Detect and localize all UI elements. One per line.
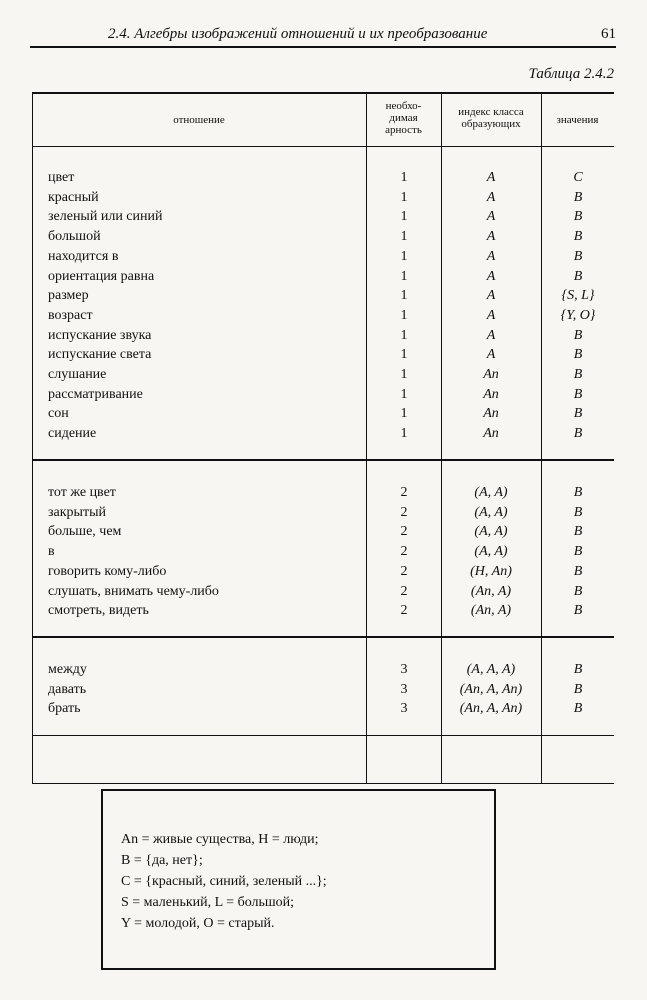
relation-cell: больше, чем: [48, 524, 122, 540]
index-header-line: индекс класса: [458, 106, 524, 118]
index-cell: A: [486, 209, 496, 225]
arity-cell: 1: [400, 426, 408, 442]
values-cell: B: [573, 426, 583, 442]
column-header-arity: [366, 100, 441, 136]
values-cell: B: [573, 662, 583, 677]
arity-cell: 3: [400, 681, 408, 697]
relation-cell: сон: [48, 406, 69, 422]
page-header: [30, 26, 616, 48]
arity-header-line: необхо-: [385, 100, 422, 112]
values-cell: B: [573, 504, 583, 520]
index-cell: An: [483, 426, 499, 442]
index-cell: A: [486, 307, 496, 323]
values-cell: B: [573, 268, 583, 284]
header-rule: [30, 46, 616, 48]
relation-cell: сидение: [48, 426, 97, 442]
arity-cell: 2: [400, 583, 408, 599]
index-cell: (An, A, An): [459, 701, 523, 717]
legend-line: Y = молодой, O = старый.: [121, 916, 275, 931]
values-cell: B: [573, 485, 583, 500]
arity-cell: 1: [400, 288, 408, 304]
arity-cell: 2: [400, 504, 408, 520]
values-cell: B: [573, 681, 583, 697]
column-header-values: значения: [556, 114, 599, 126]
index-cell: A: [486, 170, 496, 185]
column-header-index: [441, 106, 541, 130]
index-cell: (A, A): [474, 524, 508, 540]
index-cell: A: [486, 189, 496, 205]
legend-box: [101, 789, 496, 970]
relation-cell: в: [48, 544, 55, 560]
values-cell: C: [573, 170, 583, 185]
running-title: 2.4. Алгебры изображений отношений и их преобразование: [108, 26, 488, 42]
arity-cell: 2: [400, 524, 408, 540]
index-cell: An: [483, 406, 499, 422]
legend-line: B = {да, нет};: [121, 853, 203, 868]
arity-cell: 1: [400, 386, 408, 402]
arity-cell: 2: [400, 485, 408, 500]
arity-header-line: арность: [385, 124, 422, 136]
index-cell: A: [486, 347, 496, 363]
arity-cell: 1: [400, 170, 408, 185]
arity-cell: 1: [400, 248, 408, 264]
relation-cell: возраст: [48, 307, 93, 323]
index-cell: An: [483, 367, 499, 382]
values-cell: B: [573, 603, 583, 619]
relation-cell: брать: [48, 701, 81, 717]
values-cell: B: [573, 229, 583, 245]
arity-cell: 1: [400, 229, 408, 245]
legend-line: An = живые существа, H = люди;: [121, 832, 319, 847]
relation-cell: слушание: [48, 367, 107, 382]
relation-cell: ориентация равна: [48, 268, 155, 284]
arity-cell: 1: [400, 189, 408, 205]
relation-cell: рассматривание: [48, 386, 143, 402]
index-cell: (An, A, An): [459, 681, 523, 697]
arity-cell: 2: [400, 603, 408, 619]
index-cell: (H, An): [470, 563, 512, 579]
relation-cell: испускание звука: [48, 327, 152, 343]
index-cell: A: [486, 248, 496, 264]
page-number: 61: [601, 26, 616, 42]
values-cell: B: [573, 701, 583, 717]
header-separator: [32, 146, 614, 147]
relation-cell: говорить кому-либо: [48, 563, 167, 579]
table-left-border: [32, 94, 33, 783]
relation-cell: красный: [48, 189, 99, 205]
values-cell: {Y, O}: [560, 307, 596, 323]
legend-line: S = маленький, L = большой;: [121, 895, 295, 910]
relation-cell: цвет: [48, 170, 75, 185]
relation-cell: зеленый или синий: [48, 209, 163, 225]
legend-line: C = {красный, синий, зеленый ...};: [121, 874, 327, 889]
index-cell: A: [486, 268, 496, 284]
index-cell: A: [486, 288, 496, 304]
relation-cell: испускание света: [48, 347, 152, 363]
values-cell: B: [573, 524, 583, 540]
arity-cell: 3: [400, 701, 408, 717]
group-separator: [32, 636, 614, 638]
relation-cell: слушать, внимать чему-либо: [48, 583, 219, 599]
index-cell: (A, A): [474, 544, 508, 560]
values-cell: B: [573, 347, 583, 363]
index-header-line: образующих: [461, 118, 521, 130]
relation-cell: между: [48, 662, 87, 677]
index-cell: A: [486, 229, 496, 245]
relation-cell: большой: [48, 229, 101, 245]
relation-cell: тот же цвет: [48, 485, 116, 500]
arity-cell: 3: [400, 662, 408, 677]
values-cell: {S, L}: [561, 288, 595, 304]
group-separator: [32, 735, 614, 736]
group-separator: [32, 459, 614, 461]
index-cell: An: [483, 386, 499, 402]
arity-cell: 2: [400, 544, 408, 560]
index-cell: A: [486, 327, 496, 343]
arity-cell: 1: [400, 347, 408, 363]
index-cell: (A, A): [474, 485, 508, 500]
table-caption: Таблица 2.4.2: [528, 66, 614, 82]
relation-cell: давать: [48, 681, 87, 697]
values-cell: B: [573, 327, 583, 343]
relation-cell: смотреть, видеть: [48, 603, 149, 619]
values-cell: B: [573, 209, 583, 225]
arity-cell: 1: [400, 268, 408, 284]
values-cell: B: [573, 248, 583, 264]
values-cell: B: [573, 189, 583, 205]
index-cell: (An, A): [470, 583, 512, 599]
relations-table: [32, 92, 614, 784]
arity-cell: 2: [400, 563, 408, 579]
values-cell: B: [573, 406, 583, 422]
values-cell: B: [573, 583, 583, 599]
arity-cell: 1: [400, 406, 408, 422]
index-cell: (A, A, A): [466, 662, 516, 677]
index-cell: (An, A): [470, 603, 512, 619]
arity-cell: 1: [400, 209, 408, 225]
arity-header-line: димая: [389, 112, 418, 124]
values-cell: B: [573, 386, 583, 402]
relation-cell: размер: [48, 288, 89, 304]
arity-cell: 1: [400, 327, 408, 343]
relation-cell: находится в: [48, 248, 119, 264]
values-cell: B: [573, 563, 583, 579]
column-header-relation: отношение: [173, 114, 225, 126]
values-cell: B: [573, 367, 583, 382]
values-cell: B: [573, 544, 583, 560]
arity-cell: 1: [400, 367, 408, 382]
arity-cell: 1: [400, 307, 408, 323]
index-cell: (A, A): [474, 504, 508, 520]
relation-cell: закрытый: [48, 504, 106, 520]
